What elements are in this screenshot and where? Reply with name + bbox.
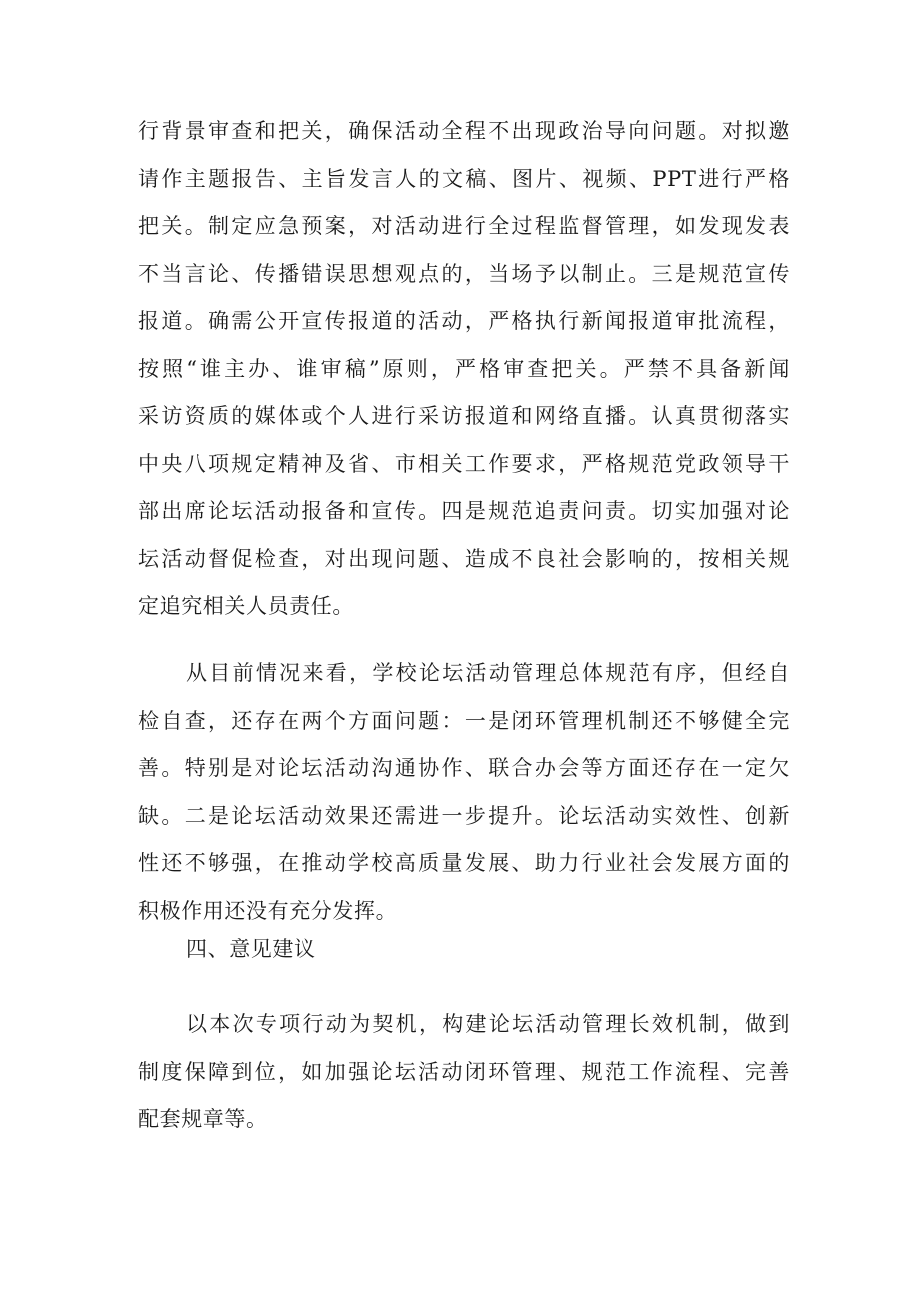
paragraph-line: 中央八项规定精神及省、市相关工作要求，严格规范党政领导干: [138, 451, 790, 476]
paragraph-line: 行背景审查和把关，确保活动全程不出现政治导向问题。对拟邀: [138, 119, 790, 143]
paragraph-continuation: [138, 108, 790, 631]
paragraph-line: 请作主题报告、主旨发言人的文稿、图片、视频、PPT进行严格: [138, 166, 790, 191]
paragraph-line: 报道。确需公开宣传报道的活动，严格执行新闻报道审批流程，: [138, 309, 790, 333]
paragraph-line: 制度保障到位，如加强论坛活动闭环管理、规范工作流程、完善: [138, 1059, 790, 1084]
section-heading-text: 四、意见建议: [186, 937, 316, 961]
paragraph-line: 性还不够强，在推动学校高质量发展、助力行业社会发展方面的: [138, 851, 790, 875]
section-heading: [138, 926, 790, 974]
paragraph-line: 缺。二是论坛活动效果还需进一步提升。论坛活动实效性、创新: [138, 803, 790, 828]
paragraph-line: 不当言论、传播错误思想观点的，当场予以制止。三是规范宣传: [138, 261, 790, 286]
paragraph-suggestion: [138, 1001, 790, 1144]
paragraph-line: 配套规章等。: [138, 1107, 268, 1131]
paragraph-line: 以本次专项行动为契机，构建论坛活动管理长效机制，做到: [186, 1012, 790, 1036]
paragraph-line: 坛活动督促检查，对出现问题、造成不良社会影响的，按相关规: [138, 546, 790, 571]
paragraph-line: 积极作用还没有充分发挥。: [138, 898, 398, 923]
paragraph-line: 按照“谁主办、谁审稿”原则，严格审查把关。严禁不具备新闻: [138, 356, 790, 381]
paragraph-line: 从目前情况来看，学校论坛活动管理总体规范有序，但经自: [186, 661, 790, 685]
paragraph-line: 定追究相关人员责任。: [138, 594, 354, 618]
paragraph-line: 把关。制定应急预案，对活动进行全过程监督管理，如发现发表: [138, 214, 790, 238]
paragraph-line: 部出席论坛活动报备和宣传。四是规范追责问责。切实加强对论: [138, 499, 790, 523]
paragraph-line: 善。特别是对论坛活动沟通协作、联合办会等方面还存在一定欠: [138, 756, 790, 780]
paragraph-self-inspection: [138, 650, 790, 935]
paragraph-line: 检自查，还存在两个方面问题：一是闭环管理机制还不够健全完: [138, 708, 790, 733]
paragraph-line: 采访资质的媒体或个人进行采访报道和网络直播。认真贯彻落实: [138, 404, 790, 428]
